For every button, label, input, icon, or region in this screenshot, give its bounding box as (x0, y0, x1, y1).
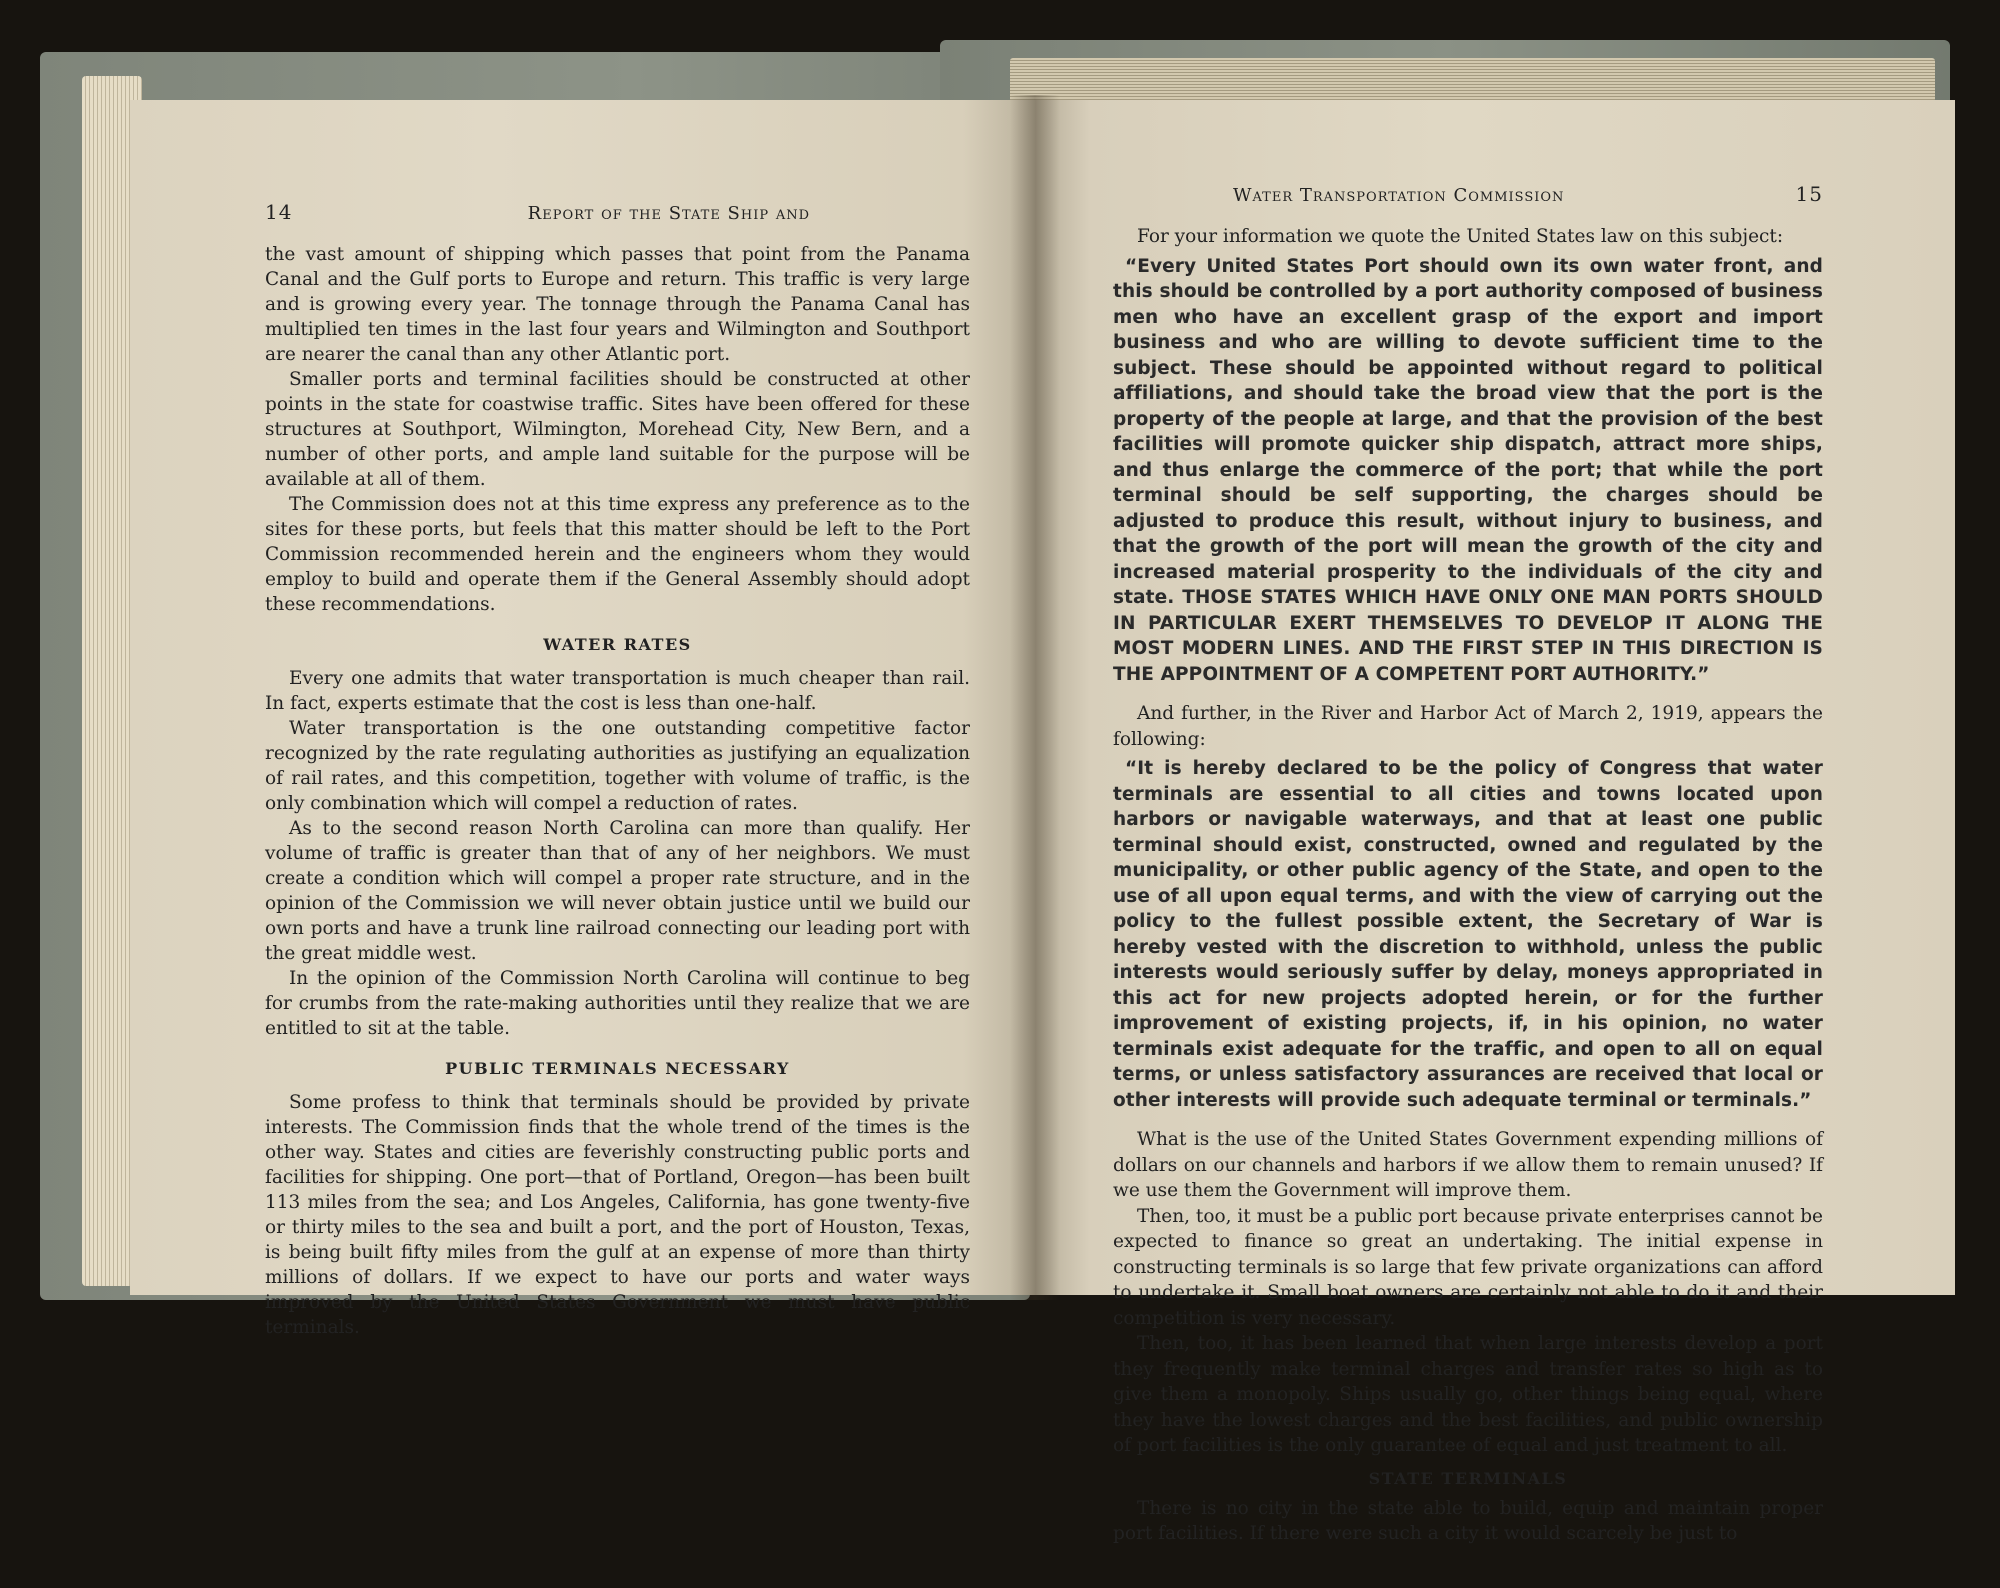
paragraph: And further, in the River and Harbor Act of March 2, 1919, appears the following: (1113, 703, 1823, 750)
paragraph: Water transportation is the one outstanding competitive factor recognized by the rate regulating authorities as justifying an equalization of rail rates, and this competition, together with volume of traffic, is the only combination which will compel a reduction of rates. (265, 718, 970, 814)
right-page-text (1113, 182, 1823, 1547)
left-page-number: 14 (265, 200, 293, 224)
page-edges-top (1010, 58, 1935, 102)
paragraph: Some profess to think that terminals should be provided by private interests. The Commission finds that the whole trend of the times is the other way. States and cities are feverishly constructing public ports and facilities for shipping. One port—that of Portland, Oregon—has been built 113 miles from the sea; and Los Angeles, California, has gone twenty-five or thirty miles to the sea and built a port, and the port of Houston, Texas, is being built fifty miles from the gulf at an expense of more than thirty millions of dollars. If we expect to have our ports and water ways improved by the United States Government we must have public terminals. (265, 1092, 970, 1338)
book-gutter (1010, 95, 1060, 1300)
paragraph: For your information we quote the United States law on this subject: (1137, 226, 1784, 247)
paragraph: As to the second reason North Carolina can more than qualify. Her volume of traffic is greater than that of any of her neighbors. We must create a condition which will compel a proper rate structure, and in the opinion of the Commission we will never obtain justice until we build our own ports and have a trunk line railroad connecting our leading port with the great middle west. (265, 818, 970, 964)
block-quote: “It is hereby declared to be the policy of Congress that water terminals are essential to all cities and towns located upon harbors or navigable waterways, and that at least one public terminal should exist, constructed, owned and regulated by the municipality, or other public agency of the State, and open to the use of all upon equal terms, and with the view of carrying out the policy to the fullest possible extent, the Secretary of War is hereby vested with the discretion to withhold, unless the public interests would seriously suffer by delay, moneys appropriated in this act for new projects adopted herein, or for the further improvement of existing projects, if, in his opinion, no water terminals exist adequate for the traffic, and open to all on equal terms, or unless satisfactory assurances are received that local or other interests will provide such adequate terminal or terminals.” (1113, 758, 1823, 1111)
block-quote: “Every United States Port should own its own water front, and this should be controlled by a port authority composed of business men who have an excellent grasp of the export and import business and who are willing to devote sufficient time to the subject. These should be appointed without regard to political affiliations, and should take the broad view that the port is the property of the people at large, and that the provision of the best facilities will promote quicker ship dispatch, attract more ships, and thus enlarge the commerce of the port; that while the port terminal should be self supporting, the charges should be adjusted to produce this result, without injury to business, and that the growth of the port will mean the growth of the city and increased material prosperity to the individuals of the city and state. THOSE STATES WHICH HAVE ONLY ONE MAN PORTS SHOULD IN PARTICULAR EXERT THEMSELVES TO DEVELOP IT ALONG THE MOST MODERN LINES. AND THE FIRST STEP IN THIS DIRECTION IS THE APPOINTMENT OF A COMPETENT PORT AUTHORITY.” (1113, 255, 1823, 685)
left-running-title: Report of the State Ship and (527, 203, 810, 224)
paragraph: Every one admits that water transportation is much cheaper than rail. In fact, experts estimate that the cost is less than one-half. (265, 668, 970, 714)
heading-water-rates: WATER RATES (543, 635, 692, 654)
paragraph: the vast amount of shipping which passes that point from the Panama Canal and the Gulf ports to Europe and return. This traffic is very large and is growing every year. The tonnage through the Panama Canal has multiplied ten times in the last four years and Wilmington and Southport are nearer the canal than any other Atlantic port. (265, 244, 970, 365)
paragraph: The Commission does not at this time express any preference as to the sites for these ports, but feels that this matter should be left to the Port Commission recommended herein and the engineers whom they would employ to build and operate them if the General Assembly should adopt these recommendations. (265, 494, 970, 615)
paragraph: Smaller ports and terminal facilities should be constructed at other points in the state for coastwise traffic. Sites have been offered for these structures at Southport, Wilmington, Morehead City, New Bern, and a number of other ports, and ample land suitable for the purpose will be available at all of them. (265, 369, 970, 490)
paragraph: There is no city in the state able to build, equip and maintain proper port facilities. If there were such a city it would scarcely be just to (1113, 1497, 1823, 1544)
heading-state-terminals: STATE TERMINALS (1368, 1468, 1568, 1488)
paragraph: Then, too, it must be a public port because private enterprises cannot be expected to finance so great an undertaking. The initial expense in constructing terminals is so large that few private organizations can afford to undertake it. Small boat owners are certainly not able to do it and their competition is very necessary. (1113, 1205, 1823, 1329)
left-page-text (265, 200, 970, 1340)
right-running-title: Water Transportation Commission (1233, 185, 1565, 206)
paragraph: In the opinion of the Commission North Carolina will continue to beg for crumbs from the rate-making authorities until they realize that we are entitled to sit at the table. (265, 968, 970, 1039)
paragraph: Then, too, it has been learned that when large interests develop a port they frequently make terminal charges and transfer rates so high as to give them a monopoly. Ships usually go, other things being equal, where they have the lowest charges and the best facilities, and public ownership of port facilities is the only guarantee of equal and just treatment to all. (1113, 1333, 1823, 1456)
left-running-head (265, 200, 970, 224)
right-running-head (1113, 182, 1823, 206)
right-page-number: 15 (1795, 182, 1823, 206)
heading-public-terminals: PUBLIC TERMINALS NECESSARY (445, 1059, 790, 1078)
paragraph: What is the use of the United States Government expending millions of dollars on our channels and harbors if we allow them to remain unused? If we use them the Government will improve them. (1113, 1129, 1823, 1201)
